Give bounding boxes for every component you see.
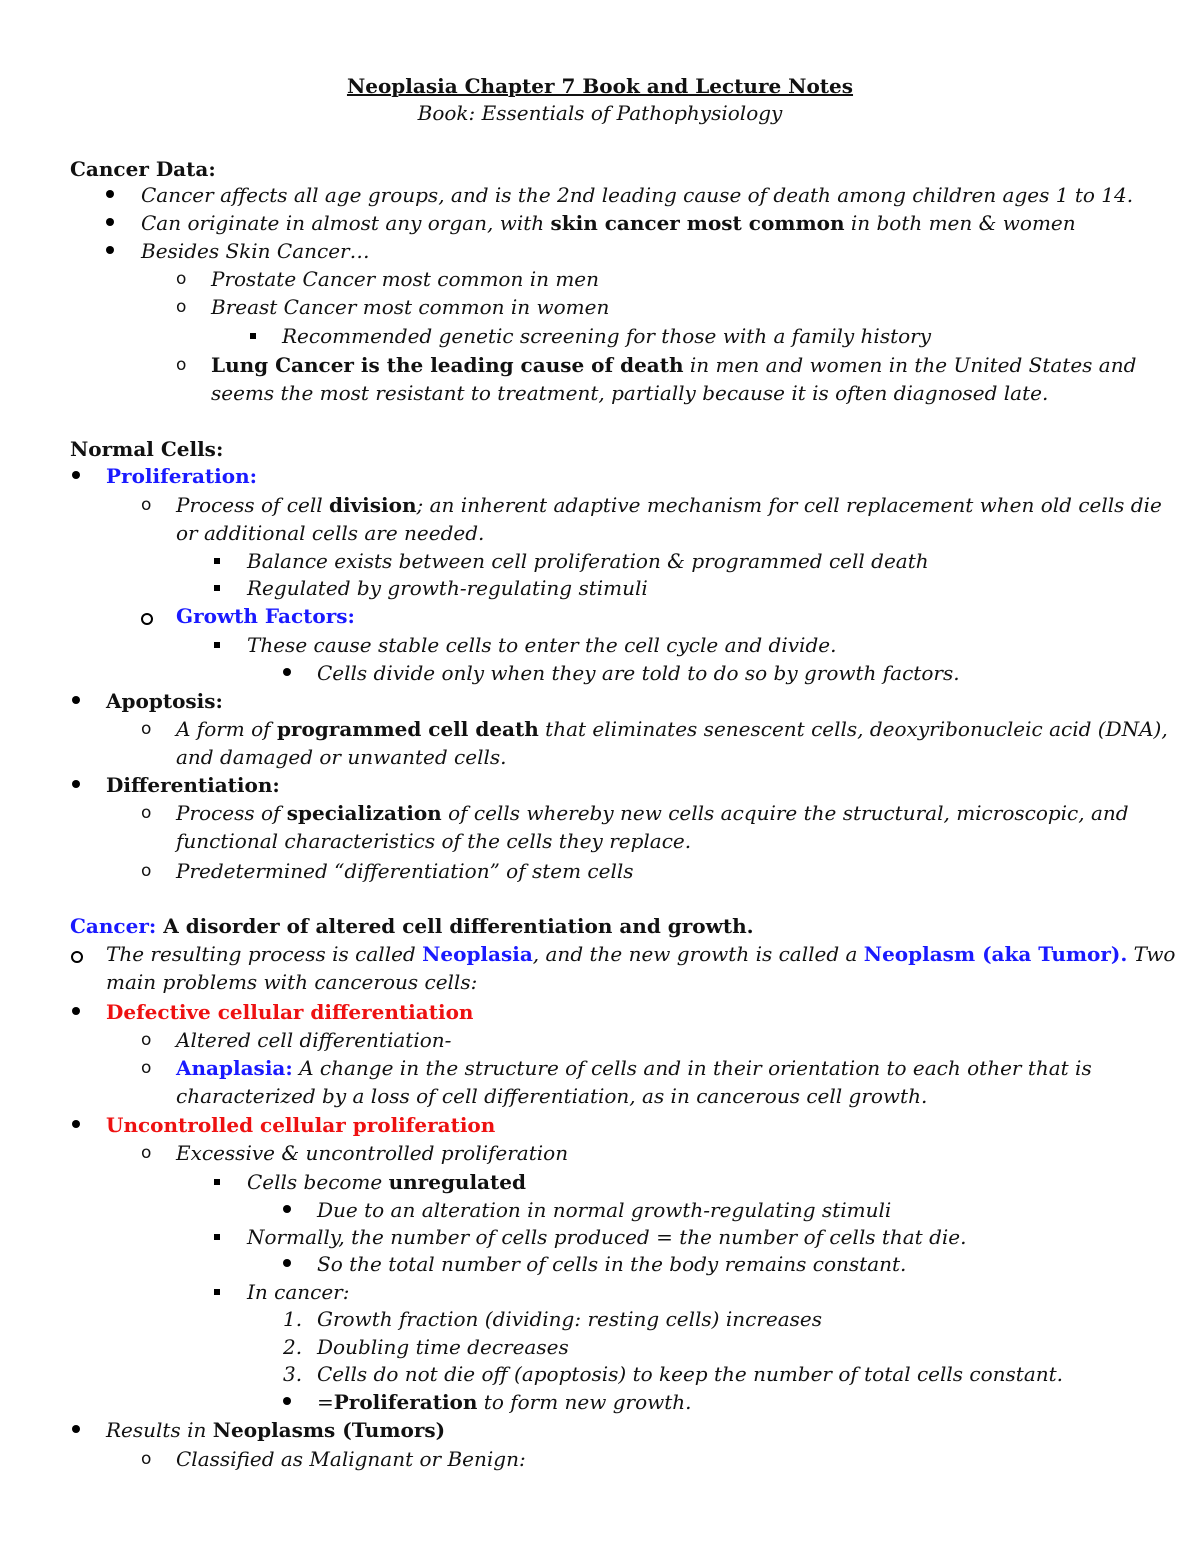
circle-bullet-icon: o [141,495,152,515]
bullet-icon [283,668,291,676]
circle-bullet-icon: o [176,297,187,317]
square-bullet-icon [214,1234,220,1240]
bullet-icon [72,1120,80,1128]
differentiation-item-2: Predetermined “differentiation” of stem cells [176,859,634,883]
normal-cells-heading: Normal Cells: [70,437,224,461]
circle-bullet-icon: o [141,1449,152,1469]
uncontrolled-item-1c: In cancer: [247,1280,350,1304]
growth-factors-item-1a: Cells divide only when they are told to do so by growth factors. [317,661,960,685]
cancer-data-sub-1: Prostate Cancer most common in men [211,267,600,291]
defective-item-1: Altered cell differentiation- [176,1028,452,1052]
list-number: 3. [283,1362,303,1386]
uncontrolled-item-1: Excessive & uncontrolled proliferation [176,1141,569,1165]
in-cancer-item-2: Doubling time decreases [317,1335,569,1359]
circle-bullet-icon: o [141,803,152,823]
square-bullet-icon [214,1289,220,1295]
growth-factors-heading: Growth Factors: [176,604,355,628]
in-cancer-item-1: Growth fraction (dividing: resting cells) increases [317,1307,822,1331]
in-cancer-item-4: =Proliferation to form new growth. [317,1390,692,1414]
bullet-icon [283,1205,291,1213]
proliferation-item-1b: Regulated by growth-regulating stimuli [247,576,648,600]
bullet-icon [106,190,114,198]
uncontrolled-item-1b: Normally, the number of cells produced = the number of cells that die. [247,1225,967,1249]
bullet-icon [72,780,80,788]
square-bullet-icon [214,1179,220,1185]
growth-factors-item-1: These cause stable cells to enter the cell cycle and divide. [247,633,837,657]
cancer-item-1: The resulting process is called Neoplasia, and the new growth is called a Neoplasm (aka Tumor). Two [106,942,1176,966]
apoptosis-item-1: A form of programmed cell death that eliminates senescent cells, deoxyribonucleic acid (DNA), [176,717,1168,741]
cancer-item-1-cont: main problems with cancerous cells: [106,970,478,994]
bullet-icon [106,246,114,254]
circle-bullet-icon: o [141,861,152,881]
bullet-icon [283,1397,291,1405]
apoptosis-item-1-cont: and damaged or unwanted cells. [176,745,507,769]
differentiation-heading: Differentiation: [106,773,280,797]
bullet-icon [72,1007,80,1015]
proliferation-item-1a: Balance exists between cell proliferation & programmed cell death [247,549,929,573]
document-subtitle: Book: Essentials of Pathophysiology [417,101,783,125]
uncontrolled-item-1a1: Due to an alteration in normal growth-regulating stimuli [317,1198,892,1222]
bullet-icon [72,1425,80,1433]
uncontrolled-item-1a: Cells become unregulated [247,1170,526,1194]
cancer-data-item-1: Cancer affects all age groups, and is the 2nd leading cause of death among children ages 1 to 14. [141,183,1134,207]
cancer-definition: Cancer: A disorder of altered cell differentiation and growth. [70,914,754,938]
bullet-icon [72,696,80,704]
bullet-icon [72,471,80,479]
square-bullet-icon [214,642,220,648]
circle-bullet-icon: o [141,1030,152,1050]
list-number: 1. [283,1307,303,1331]
circle-bullet-icon: o [141,1058,152,1078]
defective-item-2: Anaplasia: A change in the structure of cells and in their orientation to each other that is [176,1056,1092,1080]
differentiation-item-1: Process of specialization of cells whereby new cells acquire the structural, microscopic, and [176,801,1129,825]
classified-item: Classified as Malignant or Benign: [176,1447,526,1471]
circle-bullet-icon: o [141,719,152,739]
cancer-data-item-3: Besides Skin Cancer… [141,239,370,263]
apoptosis-heading: Apoptosis: [106,689,223,713]
differentiation-item-1-cont: functional characteristics of the cells they replace. [176,829,692,853]
circle-bullet-icon: o [176,269,187,289]
square-bullet-icon [214,558,220,564]
results-in-neoplasms: Results in Neoplasms (Tumors) [106,1418,446,1442]
defective-differentiation-heading: Defective cellular differentiation [106,1000,474,1024]
cancer-data-sub-3: Lung Cancer is the leading cause of death in men and women in the United States and [211,353,1137,377]
circle-bullet-icon [71,951,83,963]
cancer-data-sub-3-cont: seems the most resistant to treatment, partially because it is often diagnosed late. [211,381,1049,405]
list-number: 2. [283,1335,303,1359]
proliferation-item-1: Process of cell division; an inherent adaptive mechanism for cell replacement when old cells die [176,493,1162,517]
document-title: Neoplasia Chapter 7 Book and Lecture Notes [346,74,854,98]
uncontrolled-proliferation-heading: Uncontrolled cellular proliferation [106,1113,496,1137]
square-bullet-icon [214,585,220,591]
circle-bullet-icon [141,613,153,625]
defective-item-2-cont: characterized by a loss of cell differentiation, as in cancerous cell growth. [176,1084,928,1108]
circle-bullet-icon: o [176,355,187,375]
cancer-data-sub-2: Breast Cancer most common in women [211,295,610,319]
bullet-icon [106,218,114,226]
proliferation-item-1-cont: or additional cells are needed. [176,521,485,545]
bullet-icon [283,1259,291,1267]
cancer-data-heading: Cancer Data: [70,157,216,181]
circle-bullet-icon: o [141,1143,152,1163]
uncontrolled-item-1b1: So the total number of cells in the body remains constant. [317,1252,907,1276]
cancer-data-item-2: Can originate in almost any organ, with skin cancer most common in both men & women [141,211,1076,235]
proliferation-heading: Proliferation: [106,464,258,488]
in-cancer-item-3: Cells do not die off (apoptosis) to keep the number of total cells constant. [317,1362,1064,1386]
cancer-data-sub-2a: Recommended genetic screening for those with a family history [282,324,932,348]
square-bullet-icon [250,333,256,339]
